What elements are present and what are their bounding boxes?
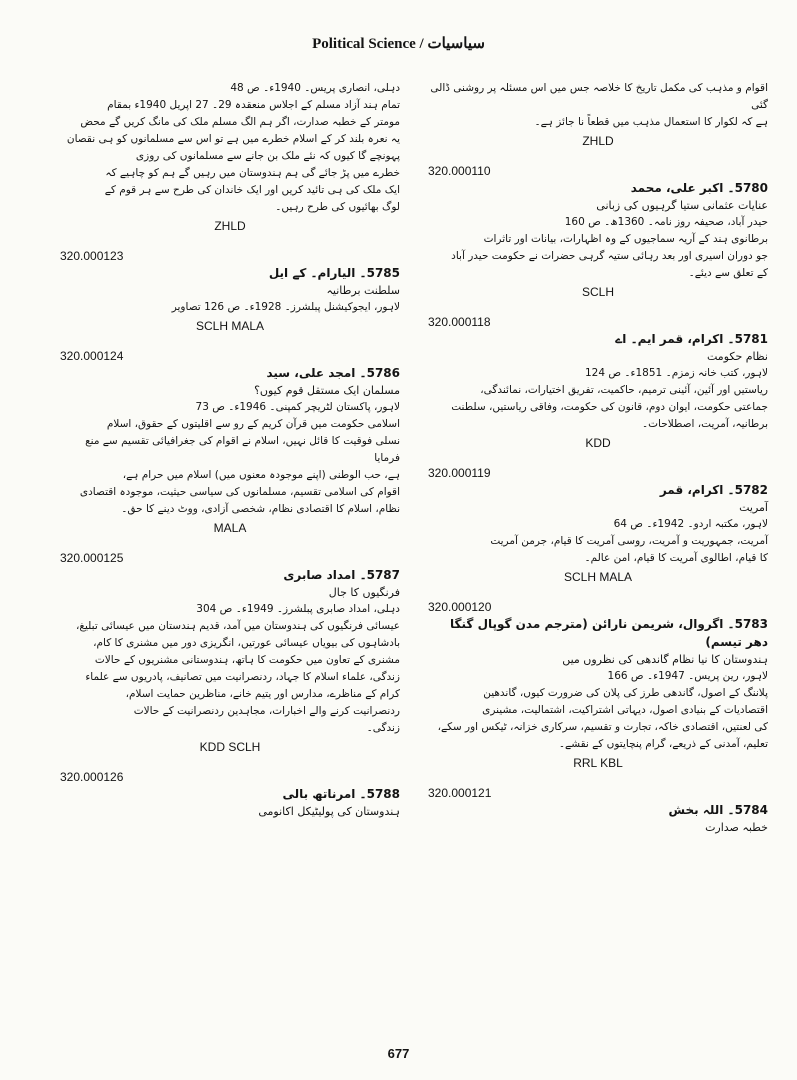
- entry-line: ایک ملک کی ہی تائید کریں اور ایک خاندان کی طرح سے ہر قوم کے: [104, 184, 400, 196]
- entry-line: ہے کہ لکوار کا استعمال مذہب میں قطعاً نا جائز ہے۔: [534, 116, 768, 128]
- entry-line: مسلمان ایک مستقل قوم کیوں؟: [254, 384, 400, 397]
- entry-line: ہے، حب الوطنی (اپنے موجودہ معنوں میں) اسلام میں حرام ہے،: [122, 469, 400, 481]
- entry-spacer: [428, 771, 768, 785]
- library-code: MALA: [213, 521, 247, 535]
- entry-line: تمام ہند آزاد مسلم کے اجلاس منعقدہ 29۔ 27 اپریل 1940ء بمقام: [107, 99, 400, 111]
- entry-line: دہلی، امداد صابری پبلشرز۔ 1949ء۔ ص 304: [196, 603, 400, 615]
- right-column: [428, 80, 768, 836]
- entry-line: لاہور، مکتبہ اردو۔ 1942ء۔ ص 64: [613, 518, 768, 530]
- entry-line: لاہور، پاکستان لٹریچر کمپنی۔ 1946ء۔ ص 73: [195, 401, 400, 413]
- entry-line: کرام کے مناظرے، مدارس اور یتیم خانے، مناظرین حمایت اسلام،: [125, 688, 400, 700]
- entry-line: یہ نعرہ بلند کر کے اسلام خطرے میں ہے تو اس سے مسلمانوں کو ہی نقصان: [66, 133, 400, 145]
- entry-heading: 5785۔ الیارام۔ کے ایل: [268, 266, 400, 280]
- entry-line: کے تعلق سے دیئے۔: [688, 267, 768, 279]
- library-code: SCLH MALA: [563, 570, 633, 584]
- entry-line: حیدر آباد، صحیفہ روز نامہ۔ 1360ھ۔ ص 160: [564, 216, 768, 228]
- entry-line: کی لعنتیں، اقتصادی خاکہ، تجارت و تقسیم، سرکاری خزانہ، ٹیکس اور سکے،: [437, 721, 768, 733]
- entry-heading: 5783۔ اگروال، شریمن نارائن (مترجم مدن گوپال گنگا دھر تیسم): [450, 617, 768, 649]
- entry-code: 320.000125: [60, 551, 124, 565]
- entry-code: 320.000119: [428, 466, 491, 480]
- catalog-entry: [60, 769, 400, 820]
- entry-line: ریاستیں اور آئین، آئینی ترمیم، حاکمیت، تفریق اختیارات، نمائندگی،: [480, 384, 768, 396]
- entry-code: 320.000123: [60, 249, 124, 263]
- entry-line: عنایات عثمانی ستیا گرہیوں کی زبانی: [596, 199, 768, 212]
- entry-line: بادشاہوں کی بیویاں عیسائی عورتیں، انگریزی دور میں مشنری کا کام،: [93, 637, 400, 649]
- entry-line: مومتر کے خطبہ صدارت، اگر ہم الگ مسلم ملک کی مانگ کریں گے محض: [80, 116, 400, 128]
- entry-heading: 5781۔ اکرام، قمر ایم۔ اے: [615, 332, 768, 346]
- catalog-entry: [60, 348, 400, 536]
- entry-line: نسلی فوقیت کا قائل نہیں، اسلام نے اقوام کی جغرافیائی تقسیم سے منع فرمایا: [85, 435, 400, 464]
- catalog-entry: [428, 80, 768, 149]
- entry-code: 320.000110: [428, 164, 491, 178]
- entry-heading: 5782۔ اکرام، قمر: [659, 483, 768, 497]
- entry-line: کا قیام، اطالوی آمریت کا قیام، امن عالم۔: [584, 552, 768, 564]
- catalog-entry: [428, 163, 768, 300]
- entry-code: 320.000126: [60, 770, 124, 784]
- entry-heading: 5784۔ اللہ بخش: [668, 803, 768, 817]
- catalog-entry: [428, 599, 768, 771]
- entry-spacer: [428, 585, 768, 599]
- entry-line: سلطنت برطانیہ: [326, 284, 400, 297]
- library-code: KDD: [585, 436, 611, 450]
- entry-line: پلاننگ کے اصول، گاندھی طرز کی پلان کی ضرورت کیوں، گاندھین: [483, 687, 768, 699]
- entry-line: خطبہ صدارت: [705, 821, 768, 834]
- entry-line: جو دوران اسیری اور بعد رہائی ستیہ گرہی حضرات نے حکومت حیدر آباد: [451, 250, 768, 262]
- page-header: Political Science / سیاسیات: [312, 36, 485, 52]
- entry-code: 320.000124: [60, 349, 124, 363]
- entry-line: ردنصرانیت کرنے والے اخبارات، مجاہدین ردنصرانیت کے حالات: [133, 705, 400, 717]
- entry-line: اقوام و مذہب کی مکمل تاریخ کا خلاصہ جس میں اس مسئلہ پر روشنی ڈالی گئی: [430, 82, 768, 111]
- entry-line: زندگی۔: [366, 722, 400, 734]
- catalog-entry: [60, 80, 400, 234]
- entry-line: فرنگیوں کا جال: [328, 586, 400, 599]
- entry-line: خطرے میں پڑ جائے گی ہم ہندوستان میں رہیں گے ہم کو چاہیے کہ: [105, 167, 400, 179]
- entry-code: 320.000121: [428, 786, 492, 800]
- entry-spacer: [60, 234, 400, 248]
- entry-line: لاہور، کتب خانہ زمزم۔ 1851ء۔ ص 124: [584, 367, 768, 379]
- library-code: KDD SCLH: [199, 740, 261, 754]
- entry-line: لاہور، ایجوکیشنل پبلشرز۔ 1928ء۔ ص 126 تصاویر: [171, 301, 400, 313]
- library-code: RRL KBL: [573, 756, 623, 770]
- entry-line: تعلیم، آمدنی کے ذریعے، گرام پنچایتوں کے نقشے۔: [558, 738, 768, 750]
- catalog-entry: [428, 785, 768, 836]
- entry-line: جماعتی حکومت، ایوان دوم، قانون کی حکومت، وفاقی ریاستیں، سلطنت: [451, 401, 768, 413]
- entry-spacer: [60, 755, 400, 769]
- catalog-entry: [60, 248, 400, 334]
- left-column: [60, 80, 400, 820]
- entry-heading: 5780۔ اکبر علی، محمد: [630, 181, 768, 195]
- library-code: ZHLD: [582, 134, 614, 148]
- entry-line: برطانوی ہند کے آریہ سماجیوں کے وہ اظہارات، بیانات اور تاثرات: [483, 233, 768, 245]
- entry-line: نظام حکومت: [707, 350, 768, 363]
- entry-spacer: [60, 334, 400, 348]
- entry-code: 320.000118: [428, 315, 491, 329]
- entry-code: 320.000120: [428, 600, 492, 614]
- entry-line: پہونچے گا کیوں کہ نئے ملک بن جانے سے مسلمانوں کی روزی: [135, 150, 400, 162]
- entry-line: زندگی، علماء اسلام کا جہاد، ردنصرانیت میں تصانیف، پادریوں سے علماء: [85, 671, 400, 683]
- entry-spacer: [60, 536, 400, 550]
- entry-heading: 5787۔ امداد صابری: [283, 568, 400, 582]
- entry-line: لوگ بھائیوں کی طرح رہیں۔: [275, 201, 400, 213]
- entry-heading: 5786۔ امجد علی، سید: [266, 366, 400, 380]
- catalog-entry: [428, 314, 768, 451]
- entry-spacer: [428, 149, 768, 163]
- entry-line: اسلامی حکومت میں قرآن کریم کے رو سے اقلیتوں کے حقوق، اسلام: [106, 418, 400, 430]
- entry-line: نظام، اسلام کا اقتصادی نظام، شخصی آزادی، ووٹ دینے کا حق۔: [121, 503, 400, 515]
- entry-spacer: [428, 451, 768, 465]
- library-code: SCLH MALA: [195, 319, 265, 333]
- entry-line: دہلی، انصاری پریس۔ 1940ء۔ ص 48: [230, 82, 400, 94]
- entry-line: آمریت: [739, 501, 768, 514]
- entry-line: عیسائی فرنگیوں کی ہندوستان میں آمد، قدیم ہندستان میں عیسائی تبلیغ،: [76, 620, 400, 632]
- entry-line: برطانیہ، آمریت، اصطلاحات۔: [642, 418, 768, 430]
- entry-line: ہندوستان کی پولیٹیکل اکانومی: [258, 805, 400, 818]
- library-code: SCLH: [581, 285, 614, 299]
- entry-heading: 5788۔ امرناتھ بالی: [282, 787, 400, 801]
- entry-line: اقوام کی اسلامی تقسیم، مسلمانوں کی سیاسی حیثیت، موجودہ اقتصادی: [79, 486, 400, 498]
- entry-line: لاہور، رین پریس۔ 1947ء۔ ص 166: [607, 670, 768, 682]
- entry-spacer: [428, 300, 768, 314]
- entry-line: مشنری کے تعاون میں حکومت کا ہاتھ، ہندوستانی مشنریوں کے حالات: [94, 654, 400, 666]
- entry-line: اقتصادیات کے بنیادی اصول، دیہاتی اشتراکیت، اشتمالیت، مشینری: [482, 704, 768, 716]
- catalog-entry: [60, 550, 400, 755]
- entry-line: ہندوستان کا نیا نظام گاندھی کی نظروں میں: [562, 653, 768, 666]
- entry-line: آمریت، جمہوریت و آمریت، روسی آمریت کا قیام، جرمن آمریت: [490, 535, 768, 547]
- catalog-entry: [428, 465, 768, 585]
- page-number: 677: [387, 1046, 410, 1061]
- library-code: ZHLD: [214, 219, 246, 233]
